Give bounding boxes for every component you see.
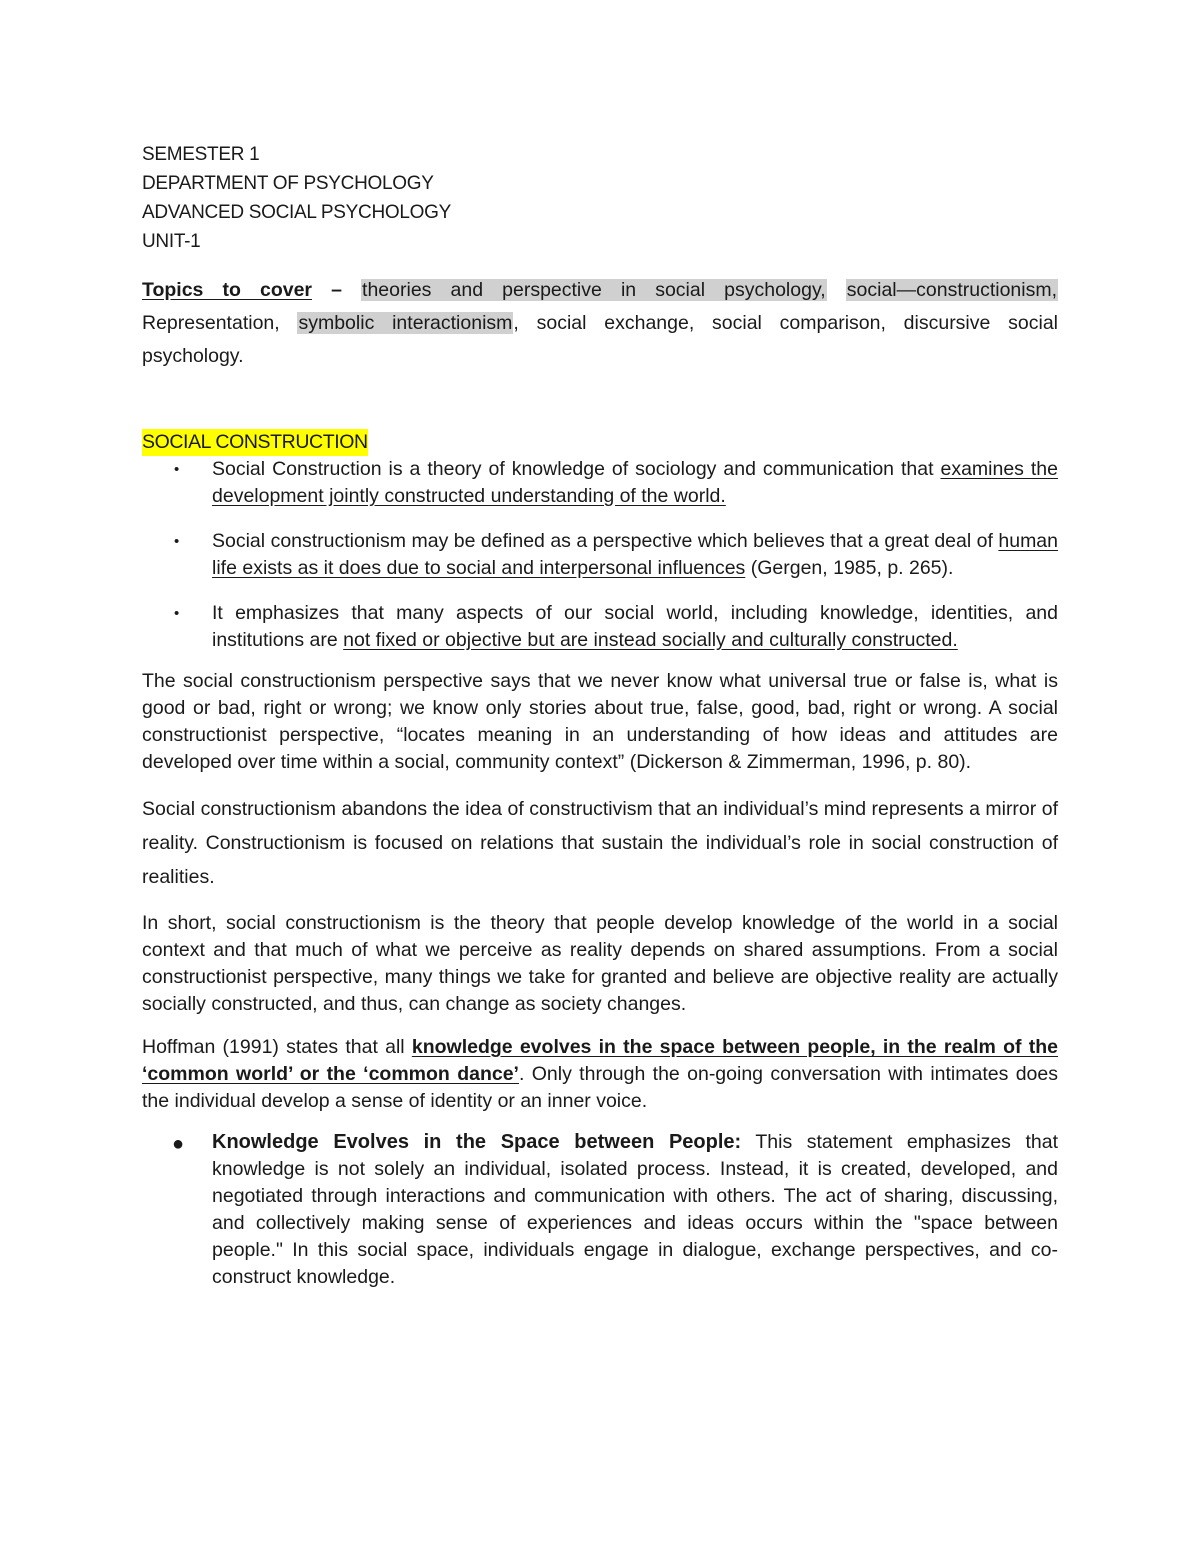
bullet-icon: • [174, 461, 180, 478]
topics-label: Topics to cover [142, 279, 313, 301]
list-item [142, 456, 1058, 510]
paragraph-hoffman [142, 1034, 1058, 1115]
topic-social-constructionism: social—constructionism, [846, 279, 1058, 301]
list-item [142, 1129, 1058, 1291]
bullet-icon: ● [172, 1133, 185, 1155]
definition-bullet-list [142, 456, 1058, 654]
hoffman-text: Hoffman (1991) states that all [142, 1036, 412, 1058]
semester-line: SEMESTER 1 [142, 144, 260, 165]
bullet-underlined-text: human life exists as it does due to social and interpersonal influences [212, 530, 1058, 579]
topic-symbolic-interactionism: symbolic interactionism [298, 312, 513, 334]
list-item [142, 528, 1058, 582]
hoffman-text-end: . Only through the on-going conversation with intimates does the individual develop a sense of identity or an inner voice. [142, 1063, 1058, 1112]
department-line: DEPARTMENT OF PSYCHOLOGY [142, 173, 434, 194]
bullet-text-end: (Gergen, 1985, p. 265). [745, 557, 954, 579]
paragraph-constructivism: Social constructionism abandons the idea of constructivism that an individual’s mind represents a mirror of reality. Constructionism is focused on relations that sustain the individual’s role in social construction of realities. [142, 798, 1058, 888]
topic-theories: theories and perspective in social psychology, [362, 279, 826, 301]
bullet-underlined-text: not fixed or objective but are instead socially and culturally constructed. [343, 629, 958, 651]
hoffman-emphasis: knowledge evolves in the space between people, in the realm of the ‘common world’ or the ‘common dance’ [142, 1036, 1058, 1085]
key-point-text: This statement emphasizes that knowledge is not solely an individual, isolated process. Instead, it is created, developed, and negotiated through interactions and communication with others. The act of sharing, discussing, and collectively making sense of experiences and ideas occurs within the "space between people." In this social space, individuals engage in dialogue, exchange perspectives, and co-construct knowledge. [212, 1131, 1058, 1288]
topics-dash: – [312, 279, 362, 301]
topics-rest: , social exchange, social comparison, discursive social psychology. [142, 312, 1059, 367]
topics-paragraph [142, 274, 1058, 373]
bullet-text: Social constructionism may be defined as a perspective which believes that a great deal of [212, 530, 999, 552]
document-header [142, 140, 1058, 256]
bullet-text: It emphasizes that many aspects of our social world, including knowledge, identities, and institutions are [212, 602, 1058, 651]
list-item [142, 600, 1058, 654]
paragraph-in-short: In short, social constructionism is the theory that people develop knowledge of the world in a social context and that much of what we perceive as reality depends on shared assumptions. From a social constructionist perspective, many things we take for granted and believe are objective reality are actually socially constructed, and thus, can change as society changes. [142, 912, 1058, 1015]
bullet-icon: • [174, 605, 180, 622]
paragraph-perspective: The social constructionism perspective says that we never know what universal true or false is, what is good or bad, right or wrong; we know only stories about true, false, good, bad, right or wrong. A social constructionist perspective, “locates meaning in an understanding of how ideas and attitudes are developed over time within a social, community context” (Dickerson & Zimmerman, 1996, p. 80). [142, 670, 1058, 773]
unit-line: UNIT-1 [142, 231, 201, 252]
section-heading: SOCIAL CONSTRUCTION [142, 429, 368, 456]
key-point-list [142, 1129, 1058, 1291]
topic-representation: Representation, [142, 312, 280, 334]
course-line: ADVANCED SOCIAL PSYCHOLOGY [142, 202, 451, 223]
bullet-icon: • [174, 533, 180, 550]
bullet-text: Social Construction is a theory of knowledge of sociology and communication that [212, 458, 941, 480]
document-body [142, 140, 1058, 1291]
bullet-underlined-text: examines the development jointly constructed understanding of the world. [212, 458, 1058, 507]
key-point-title: Knowledge Evolves in the Space between People: [212, 1131, 742, 1153]
